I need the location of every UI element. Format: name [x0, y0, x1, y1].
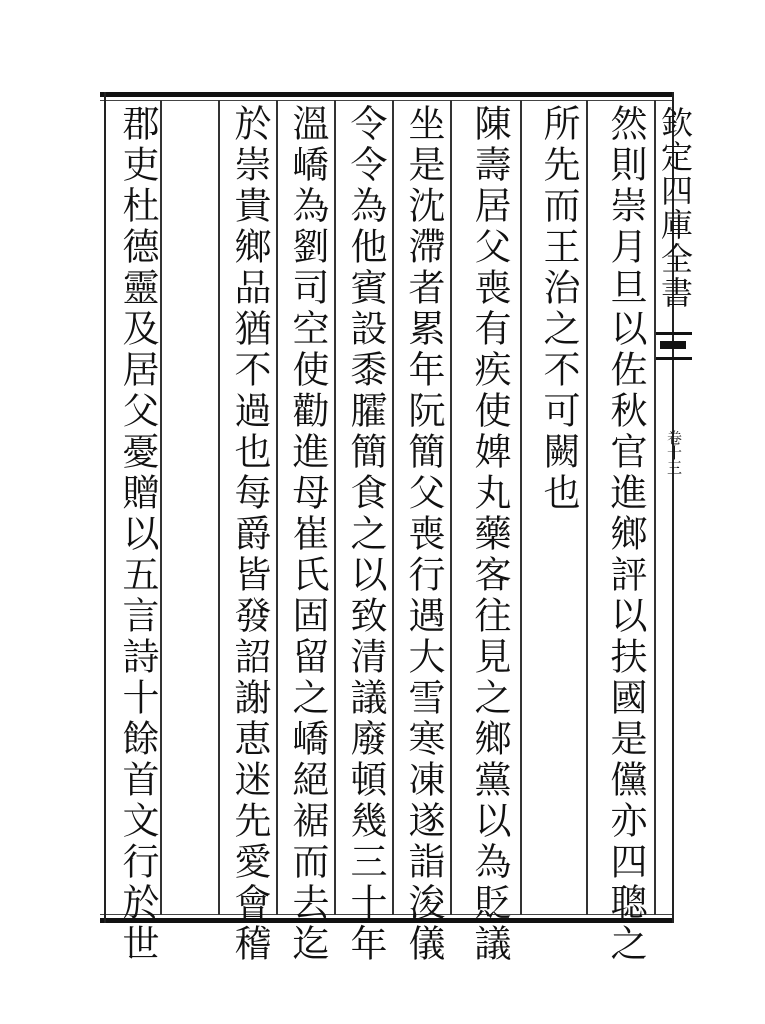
column-separator	[218, 100, 220, 915]
column-separator	[520, 100, 522, 915]
fish-tail-mark	[656, 332, 692, 360]
column-text: 所先而王治之不可闕也	[537, 104, 580, 514]
column-separator	[392, 100, 394, 915]
text-column	[340, 100, 390, 965]
text-column	[224, 100, 274, 965]
column-separator	[334, 100, 336, 915]
column-text: 陳壽居父喪有疾使婢丸藥客往見之鄉黨以為貶議	[468, 104, 511, 965]
column-text: 然則崇月旦以佐秋官進鄉評以扶國是儻亦四聰之	[604, 104, 647, 965]
left-border	[104, 92, 106, 923]
text-column	[464, 100, 514, 965]
column-separator	[276, 100, 278, 915]
chapter-label: 卷十三	[665, 430, 683, 475]
text-column	[282, 100, 332, 965]
book-title: 欽定四庫全書	[656, 106, 694, 310]
column-separator	[450, 100, 452, 915]
column-separator	[586, 100, 588, 915]
column-text: 令令為他賓設黍臛簡食之以致清議廢頓幾三十年	[344, 104, 387, 965]
text-column	[533, 100, 583, 915]
text-column	[398, 100, 448, 965]
column-text: 郡吏杜德靈及居父憂贈以五言詩十餘首文行於世	[116, 104, 159, 965]
text-column	[600, 100, 650, 965]
column-text: 於崇貴鄉品猶不過也每爵皆發詔謝恵迷先愛會稽	[228, 104, 271, 965]
text-column	[112, 100, 162, 965]
column-text: 坐是沈滯者累年阮簡父喪行遇大雪寒凍遂詣浚儀	[402, 104, 445, 965]
top-border	[100, 92, 672, 97]
page-margin	[656, 100, 692, 915]
column-text: 溫嶠為劉司空使勸進母崔氏固留之嶠絕裾而去迄	[286, 104, 329, 965]
